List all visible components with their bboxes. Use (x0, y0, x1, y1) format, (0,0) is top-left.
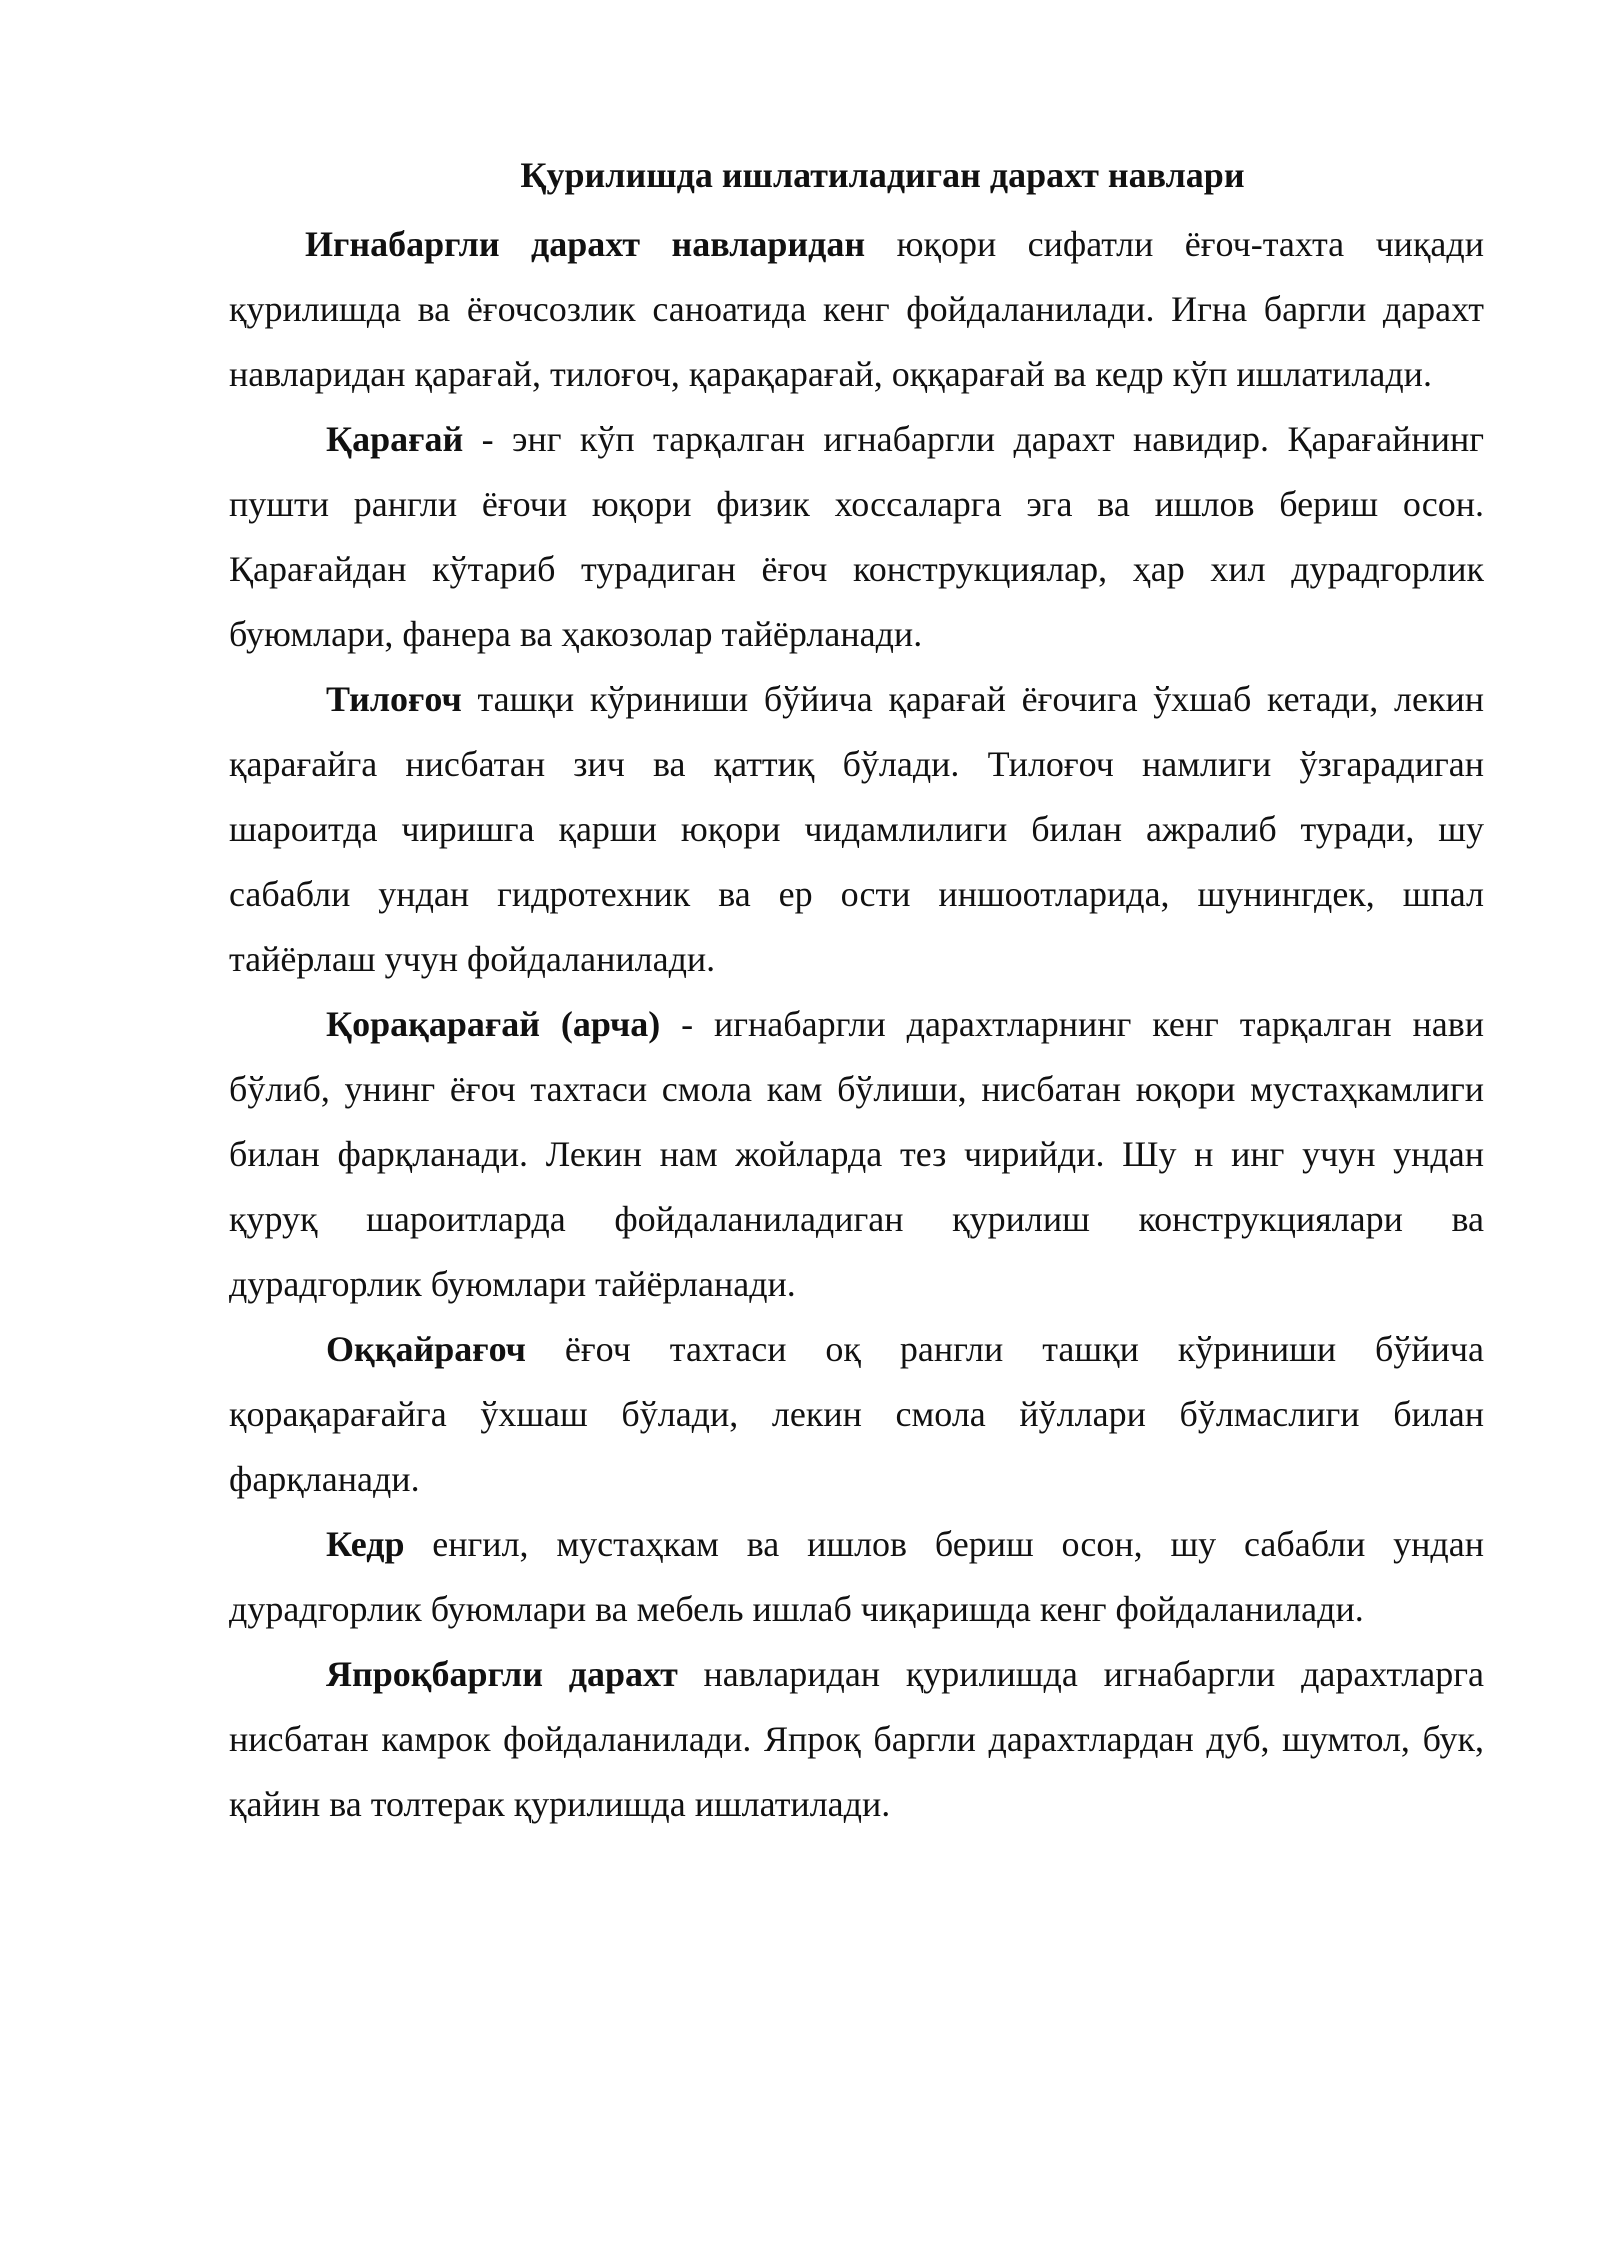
term-conifer: Игнабаргли дарахт навларидан (305, 224, 866, 264)
paragraph-text: ташқи кўриниши бўйича қарағай ёғочига ўхшаб кетади, лекин қарағайга нисбатан зич ва қаттиқ бўлади. Тилоғоч намлиги ўзгарадиган шароитда чиришга қарши юқори чидамлилиги билан ажралиб туради, шу сабабли ундан гидротехник ва ер ости иншоотларида, шунингдек, шпал тайёрлаш учун фойдаланилади. (229, 679, 1484, 979)
paragraph-larch (229, 667, 1484, 992)
paragraph-conifer-intro (229, 212, 1484, 407)
paragraph-text: юқори сифатли ёғоч-тахта чиқади қурилишда ва ёғочсозлик саноатида кенг фойдаланилади. Игна баргли дарахт навларидан қарағай, тилоғоч, қарақарағай, оққарағай ва кедр кўп ишлатилади. (229, 224, 1484, 394)
paragraph-deciduous (229, 1642, 1484, 1837)
paragraph-text: - игнабаргли дарахтларнинг кенг тарқалган нави бўлиб, унинг ёғоч тахтаси смола кам бўлиши, нисбатан юқори мустаҳкамлиги билан фарқланади. Лекин нам жойларда тез чирийди. Шу н инг учун ундан қуруқ шароитларда фойдаланиладиган қурилиш конструкциялари ва дурадгорлик буюмлари тайёрланади. (229, 1004, 1484, 1304)
paragraph-text: - энг кўп тарқалган игнабаргли дарахт навидир. Қарағайнинг пушти рангли ёғочи юқори физик хоссаларга эга ва ишлов бериш осон. Қарағайдан кўтариб турадиган ёғоч конструкциялар, ҳар хил дурадгорлик буюмлари, фанера ва ҳакозолар тайёрланади. (229, 419, 1484, 654)
paragraph-text: навларидан қурилишда игнабаргли дарахтларга нисбатан камрок фойдаланилади. Япроқ баргли дарахтлардан дуб, шумтол, бук, қайин ва толтерак қурилишда ишлатилади. (229, 1654, 1484, 1824)
paragraph-text: ёғоч тахтаси оқ рангли ташқи кўриниши бўйича қорақарағайга ўхшаш бўлади, лекин смола йўллари бўлмаслиги билан фарқланади. (229, 1329, 1484, 1499)
paragraph-pine (229, 407, 1484, 667)
term-spruce: Қорақарағай (арча) (326, 1004, 661, 1044)
document-page (229, 148, 1484, 1837)
paragraph-text: енгил, мустаҳкам ва ишлов бериш осон, шу сабабли ундан дурадгорлик буюмлари ва мебель ишлаб чиқаришда кенг фойдаланилади. (229, 1524, 1484, 1629)
document-title: Қурилишда ишлатиладиган дарахт навлари (520, 155, 1245, 195)
paragraph-spruce (229, 992, 1484, 1317)
term-pine: Қарағай (326, 419, 464, 459)
paragraph-cedar (229, 1512, 1484, 1642)
term-deciduous: Япроқбаргли дарахт (326, 1654, 678, 1694)
term-cedar: Кедр (326, 1524, 405, 1564)
paragraph-fir (229, 1317, 1484, 1512)
term-larch: Тилоғоч (326, 679, 462, 719)
term-fir: Оққайрағоч (326, 1329, 526, 1369)
